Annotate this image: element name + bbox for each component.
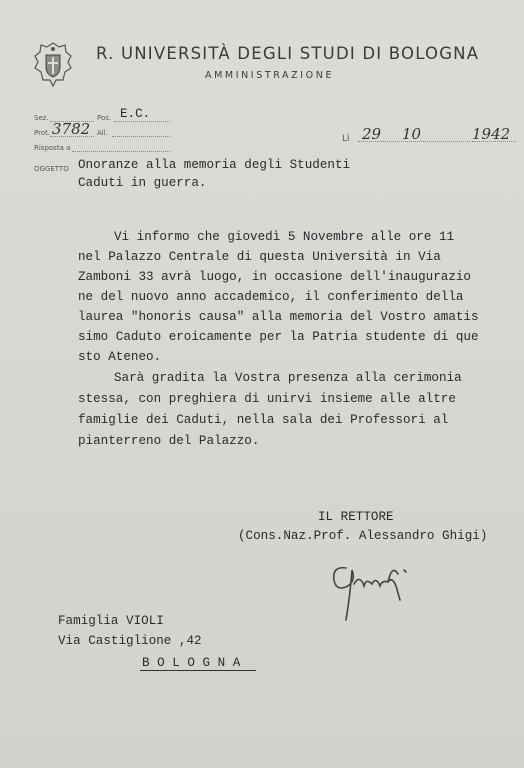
university-name: R. UNIVERSITÀ DEGLI STUDI DI BOLOGNA <box>96 44 480 63</box>
date-day: 29 <box>362 125 382 143</box>
year-dotted-line <box>472 141 516 142</box>
body-line: simo Caduto eroicamente per la Patria studente di que <box>78 330 479 344</box>
sez-label: Sez. <box>34 114 49 122</box>
date-dotted-line <box>358 141 470 142</box>
savoy-crest-icon <box>32 40 74 90</box>
body-line: pianterreno del Palazzo. <box>78 434 260 448</box>
all-dotted-line <box>112 136 170 137</box>
recipient-line-1: Famiglia VIOLI <box>58 614 164 628</box>
recipient-line-2: Via Castiglione ,42 <box>58 634 202 648</box>
subject-line-1: Onoranze alla memoria degli Studenti <box>78 158 351 172</box>
closing-name: (Cons.Naz.Prof. Alessandro Ghigi) <box>238 529 488 543</box>
date-month: 10 <box>402 125 422 143</box>
body-line: stessa, con preghiera di unirvi insieme alle altre <box>78 392 456 406</box>
date-prefix: Lì <box>342 134 350 144</box>
city-underline <box>140 670 256 671</box>
prot-dotted-line <box>50 136 94 137</box>
body-line: Vi informo che giovedì 5 Novembre alle ore 11 <box>114 230 455 244</box>
recipient-city: B O L O G N A <box>142 656 241 670</box>
risposta-label: Risposta a <box>34 144 71 152</box>
body-line: sto Ateneo. <box>78 350 162 364</box>
pos-dotted-line <box>114 121 170 122</box>
subject-label: OGGETTO <box>34 165 69 173</box>
body-line: nel Palazzo Centrale di questa Università in Via <box>78 250 441 264</box>
closing-title: IL RETTORE <box>318 510 394 524</box>
body-line: famiglie dei Caduti, nella sala dei Professori al <box>78 413 449 427</box>
prot-label: Prot. <box>34 129 51 137</box>
handwritten-signature <box>326 556 426 626</box>
subject-line-2: Caduti in guerra. <box>78 176 207 190</box>
body-line: ne del nuovo anno accademico, il conferimento della <box>78 290 464 304</box>
all-label: All. <box>97 129 108 137</box>
prot-value: 3782 <box>52 120 91 138</box>
pos-value: E.C. <box>120 107 151 121</box>
body-line: laurea "honoris causa" alla memoria del Vostro amatis <box>78 310 479 324</box>
date-year: 1942 <box>472 125 511 143</box>
body-line: Sarà gradita la Vostra presenza alla cerimonia <box>114 371 462 385</box>
body-line: Zamboni 33 avrà luogo, in occasione dell'inaugurazio <box>78 270 471 284</box>
pos-label: Pos. <box>97 114 112 122</box>
risposta-dotted-line <box>72 151 170 152</box>
office-name: AMMINISTRAZIONE <box>205 70 335 81</box>
